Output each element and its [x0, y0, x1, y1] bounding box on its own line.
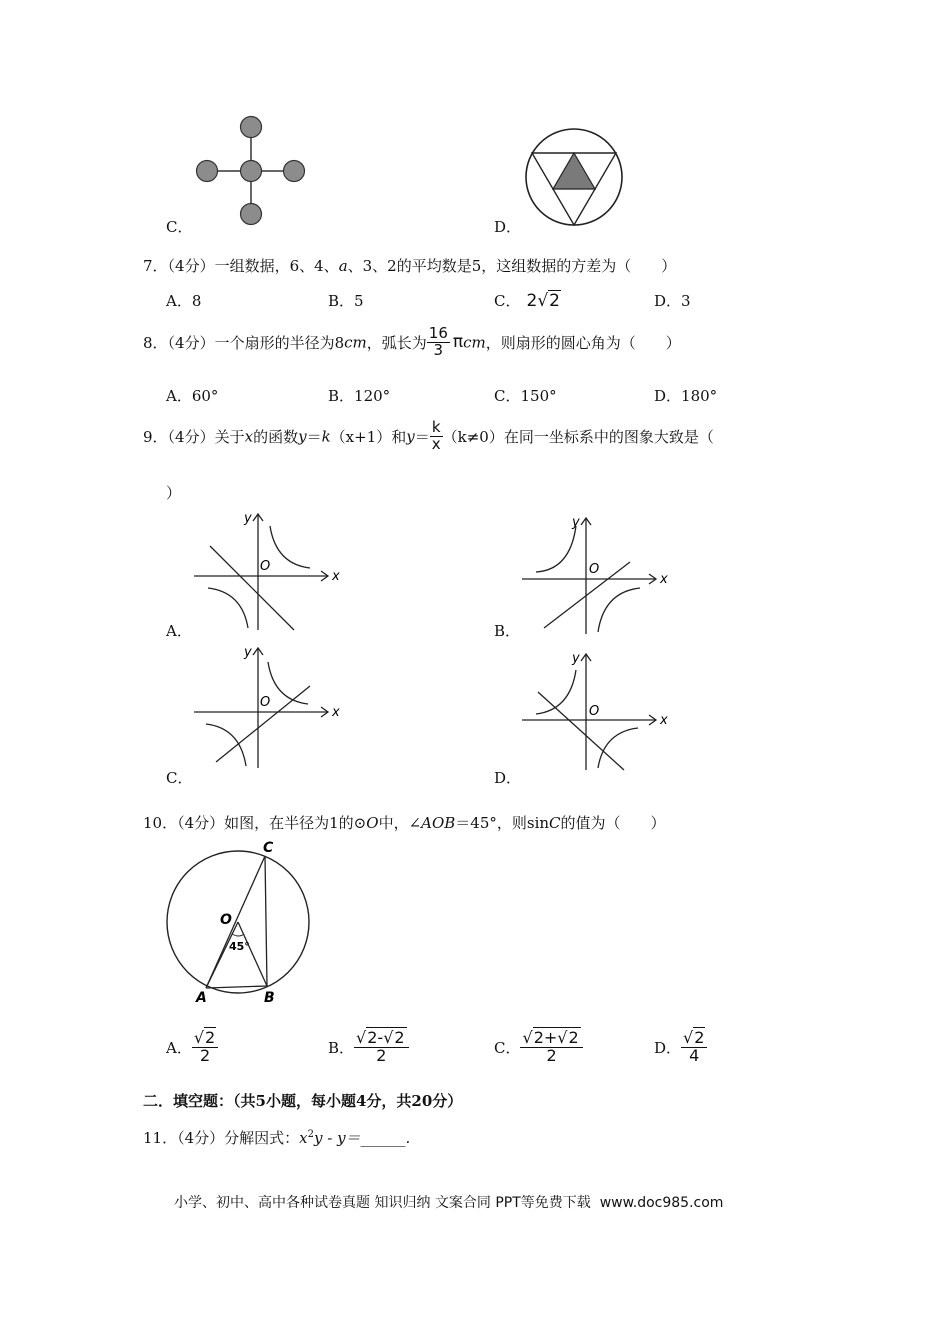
q10-label-a: A	[196, 990, 207, 1006]
q10-label-c: C	[263, 840, 274, 856]
q10-option-a-num-rad: 2	[205, 1028, 216, 1047]
page-footer	[174, 1192, 723, 1212]
q9-y: y	[298, 427, 307, 446]
q7-option-c	[494, 290, 561, 311]
q9-close-paren: ）	[166, 484, 182, 502]
q10-option-a	[166, 1030, 218, 1065]
q10-option-d-num-rad: 2	[694, 1028, 705, 1047]
circle-bottom	[241, 204, 262, 225]
q10-option-c-num-rad: 2+√2	[533, 1028, 579, 1047]
q10-option-d-label: D．	[654, 1038, 682, 1057]
q9-y-2: y	[406, 427, 415, 446]
q10-option-b-frac	[354, 1030, 409, 1065]
q9-option-b-label: B．	[494, 622, 521, 640]
circle-left	[197, 161, 218, 182]
q9-graph-c	[190, 642, 340, 772]
q9d-axis-y: y	[572, 651, 580, 666]
footer-text: 小学、初中、高中各种试卷真题 知识归纳 文案合同 PPT等免费下载	[174, 1195, 591, 1211]
q6-option-d-label: D．	[494, 218, 522, 236]
q9b-axis-y: y	[572, 515, 580, 530]
q11-sup: 2	[307, 1129, 314, 1140]
q10-option-b-num-rad: 2-√2	[367, 1028, 405, 1047]
circle-top	[241, 117, 262, 138]
q7-suffix: 、3、2的平均数是5，这组数据的方差为（ ）	[347, 257, 677, 275]
q9c-axis-x: x	[332, 705, 340, 720]
q10-option-d-frac	[681, 1030, 707, 1065]
q7-option-c-value: 2√2	[526, 291, 560, 311]
q9-cond: （k≠0）在同一坐标系中的图象大致是（	[442, 427, 714, 446]
q8-fraction	[427, 326, 450, 359]
q10-option-b-num: √2-√2	[354, 1030, 409, 1048]
q9-k: k	[321, 427, 331, 446]
q10-prefix: 10．（4分）如图，在半径为1的⊙	[143, 814, 367, 832]
q9-graph-d	[518, 648, 668, 774]
q9b-origin: O	[589, 562, 600, 577]
q9-graph-a	[190, 508, 340, 633]
q9-option-c-label: C．	[166, 769, 193, 787]
q9d-origin: O	[589, 704, 600, 719]
q10-option-c-num-b: 2	[568, 1028, 579, 1047]
q9-paren: （x+1）和	[330, 427, 407, 446]
q10-option-a-label: A．	[166, 1038, 192, 1057]
q9-text1: 的函数	[253, 427, 299, 446]
q10-mid: 中，∠	[378, 814, 422, 832]
q9-frac-den: x	[431, 434, 441, 453]
q9-x: x	[244, 427, 254, 446]
q7-stem	[143, 255, 676, 276]
q10-angle: 45°	[229, 940, 250, 953]
q9-frac-num: k	[431, 418, 441, 436]
q8-option-b: B．120°	[328, 387, 391, 405]
q8-frac-num: 16	[428, 324, 448, 342]
q9-fraction	[430, 420, 443, 453]
q7-option-c-coef: 2	[526, 291, 538, 311]
q10-option-c	[494, 1030, 583, 1065]
q9-eq-2: ＝	[414, 427, 430, 446]
q10-aob: AOB	[421, 814, 456, 832]
q8-unit-2: cm	[463, 333, 486, 352]
circle-center	[241, 161, 262, 182]
q9a-origin: O	[260, 559, 271, 574]
q11-expr: x	[299, 1129, 308, 1147]
q10-option-d-num: √2	[681, 1030, 707, 1048]
q7-var-a: a	[338, 257, 348, 275]
q9d-axis-x: x	[660, 713, 668, 728]
q7-option-b: B．5	[328, 292, 364, 310]
q7-option-a: A．8	[166, 292, 202, 310]
q6-figure-d	[522, 125, 626, 229]
q9-option-a-label: A．	[166, 622, 192, 640]
q10-option-c-den: 2	[546, 1045, 557, 1065]
q7-option-c-label: C．	[494, 292, 521, 310]
q10-mid2: ＝45°，则sin	[455, 814, 550, 832]
q10-option-b-num-a: 2-	[367, 1028, 384, 1047]
q7-option-d: D．3	[654, 292, 691, 310]
q10-suffix: 的值为（ ）	[560, 814, 666, 832]
section-title: 二．填空题：（共5小题，每小题4分，共20分）	[143, 1092, 463, 1110]
q9c-axis-y: y	[244, 645, 252, 660]
q10-option-d	[654, 1030, 707, 1065]
q6-figure-c	[190, 112, 310, 227]
q10-option-b	[328, 1030, 409, 1065]
q10-option-c-label: C．	[494, 1038, 521, 1057]
q10-option-d-den: 4	[689, 1045, 700, 1065]
q10-option-b-den: 2	[376, 1045, 387, 1065]
q8-option-a: A．60°	[166, 387, 219, 405]
q10-c: C	[549, 814, 561, 832]
q8-frac-den: 3	[433, 340, 444, 359]
q9-prefix: 9．（4分）关于	[143, 427, 245, 446]
q9a-axis-x: x	[332, 569, 340, 584]
q8-stem	[143, 326, 681, 359]
q6-option-c-label: C．	[166, 218, 193, 236]
q8-unit: cm	[344, 333, 367, 352]
q10-option-b-label: B．	[328, 1038, 355, 1057]
q10-figure	[160, 838, 320, 1010]
q8-mid2: ，则扇形的圆心角为（ ）	[485, 333, 681, 352]
circle-right	[284, 161, 305, 182]
q10-option-c-frac	[520, 1030, 582, 1065]
q7-prefix: 7．（4分）一组数据，6、4、	[143, 257, 339, 275]
q10-option-a-num: √2	[192, 1030, 218, 1048]
q10-o: O	[366, 814, 379, 832]
q11-stem	[143, 1127, 410, 1148]
q10-option-b-num-b: 2	[394, 1028, 405, 1047]
q9b-axis-x: x	[660, 572, 668, 587]
q10-option-c-num: √2+√2	[520, 1030, 582, 1048]
q10-label-b: B	[264, 990, 275, 1006]
q9c-origin: O	[260, 695, 271, 710]
q8-option-c: C．150°	[494, 387, 557, 405]
footer-link[interactable]: www.doc985.com	[599, 1195, 724, 1211]
q8-mid: ，弧长为	[366, 333, 427, 352]
q8-option-d: D．180°	[654, 387, 718, 405]
q9-eq: ＝	[306, 427, 322, 446]
q10-label-o: O	[220, 912, 232, 928]
q10-stem	[143, 812, 666, 833]
q9-option-d-label: D．	[494, 769, 522, 787]
q10-option-c-num-a: 2+	[533, 1028, 558, 1047]
q11-prefix: 11．（4分）分解因式：	[143, 1129, 300, 1147]
q10-option-a-frac	[192, 1030, 218, 1065]
q9-stem	[143, 420, 714, 453]
q10-option-a-den: 2	[199, 1045, 211, 1065]
q7-option-c-rad: 2	[549, 291, 560, 311]
q9a-axis-y: y	[244, 511, 252, 526]
q9-graph-b	[518, 512, 668, 637]
q11-expr2: y - y＝______.	[313, 1129, 411, 1147]
q8-prefix: 8．（4分）一个扇形的半径为8	[143, 333, 345, 352]
q8-pi: π	[452, 332, 464, 353]
